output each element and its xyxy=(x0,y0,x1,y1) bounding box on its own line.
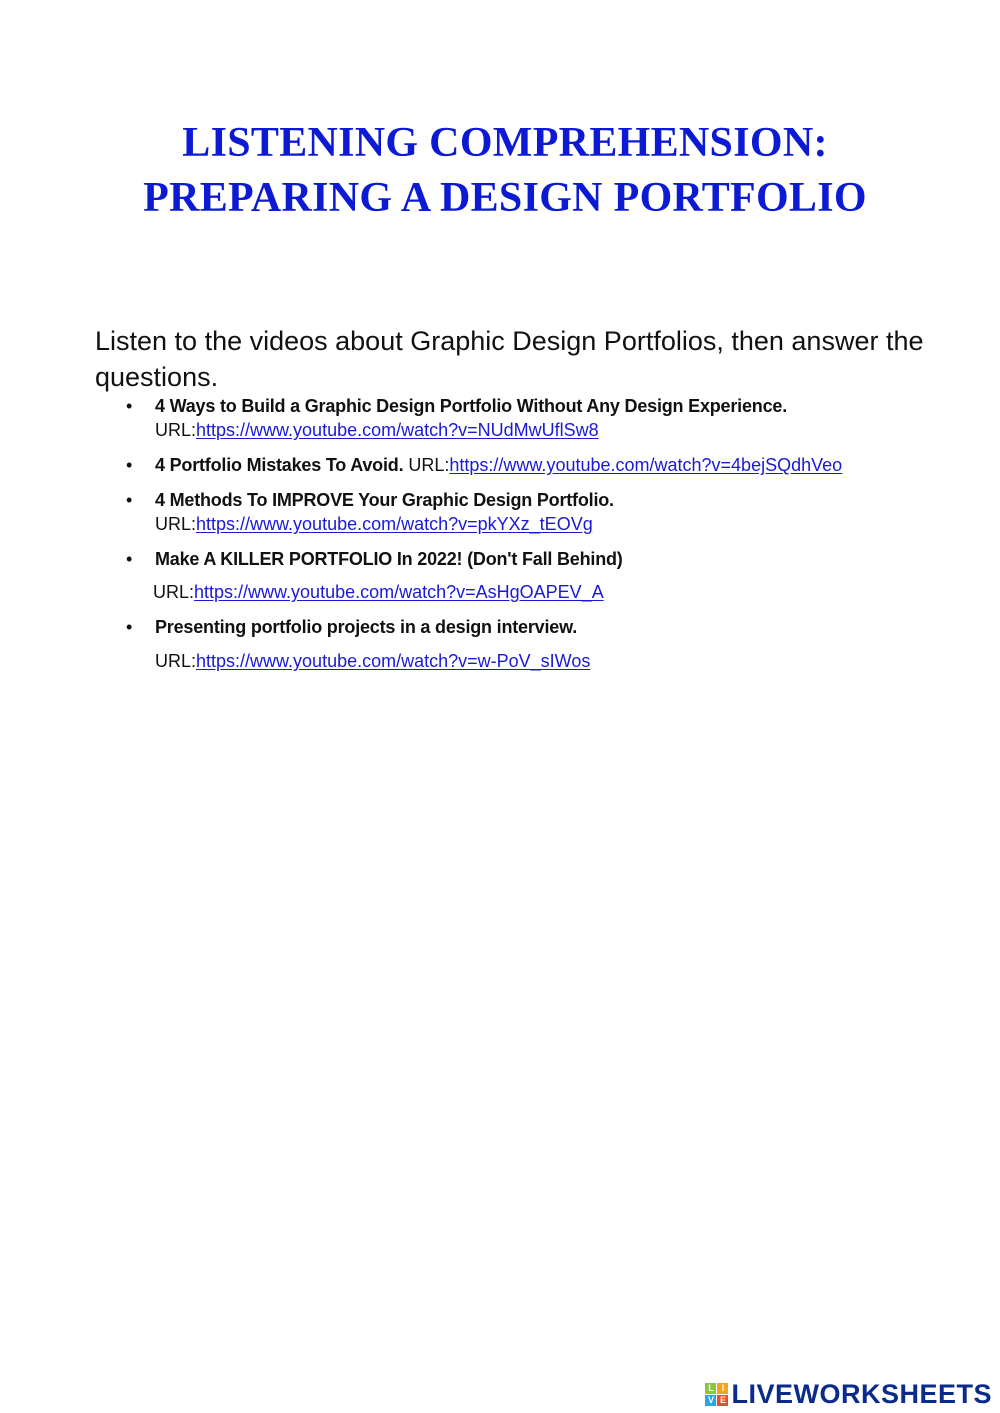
video-title: 4 Ways to Build a Graphic Design Portfolio Without Any Design Experience. xyxy=(155,396,787,416)
logo-mark-letter: I xyxy=(717,1383,728,1394)
url-label: URL: xyxy=(155,514,197,534)
video-link[interactable]: https://www.youtube.com/watch?v=4bejSQdhVeo xyxy=(449,455,843,475)
logo-mark-letter: E xyxy=(717,1395,728,1406)
url-label: URL: xyxy=(155,420,197,440)
logo-mark-letter: V xyxy=(705,1395,716,1406)
video-title: Make A KILLER PORTFOLIO In 2022! (Don't Fall Behind) xyxy=(155,549,623,569)
url-label: URL: xyxy=(155,651,197,671)
bullet-icon: • xyxy=(126,490,133,510)
logo-mark-letter: L xyxy=(705,1383,716,1394)
bullet-icon: • xyxy=(126,617,133,637)
bullet-icon: • xyxy=(126,549,133,569)
title-line-1: LISTENING COMPREHENSION: xyxy=(182,120,828,167)
bullet-icon: • xyxy=(126,396,133,416)
video-title: 4 Portfolio Mistakes To Avoid. xyxy=(155,455,404,475)
instructions-text: Listen to the videos about Graphic Design Portfolios, then answer the questions. xyxy=(95,326,924,392)
bullet-icon: • xyxy=(126,455,133,475)
logo-text: LIVEWORKSHEETS xyxy=(731,1379,992,1409)
video-title: Presenting portfolio projects in a design interview. xyxy=(155,617,578,637)
video-link[interactable]: https://www.youtube.com/watch?v=w-PoV_sIWos xyxy=(196,651,591,671)
video-link[interactable]: https://www.youtube.com/watch?v=AsHgOAPEV_A xyxy=(194,582,604,602)
liveworksheets-logo xyxy=(705,1380,992,1408)
url-label: URL: xyxy=(153,582,195,602)
video-title: 4 Methods To IMPROVE Your Graphic Design Portfolio. xyxy=(155,490,614,510)
worksheet-title xyxy=(0,116,1000,226)
video-link[interactable]: https://www.youtube.com/watch?v=NUdMwUflSw8 xyxy=(196,420,599,440)
liveworksheets-mark-icon xyxy=(705,1383,728,1406)
video-link[interactable]: https://www.youtube.com/watch?v=pkYXz_tEOVg xyxy=(196,514,593,534)
url-label: URL: xyxy=(408,455,450,475)
title-line-2: PREPARING A DESIGN PORTFOLIO xyxy=(143,175,867,222)
